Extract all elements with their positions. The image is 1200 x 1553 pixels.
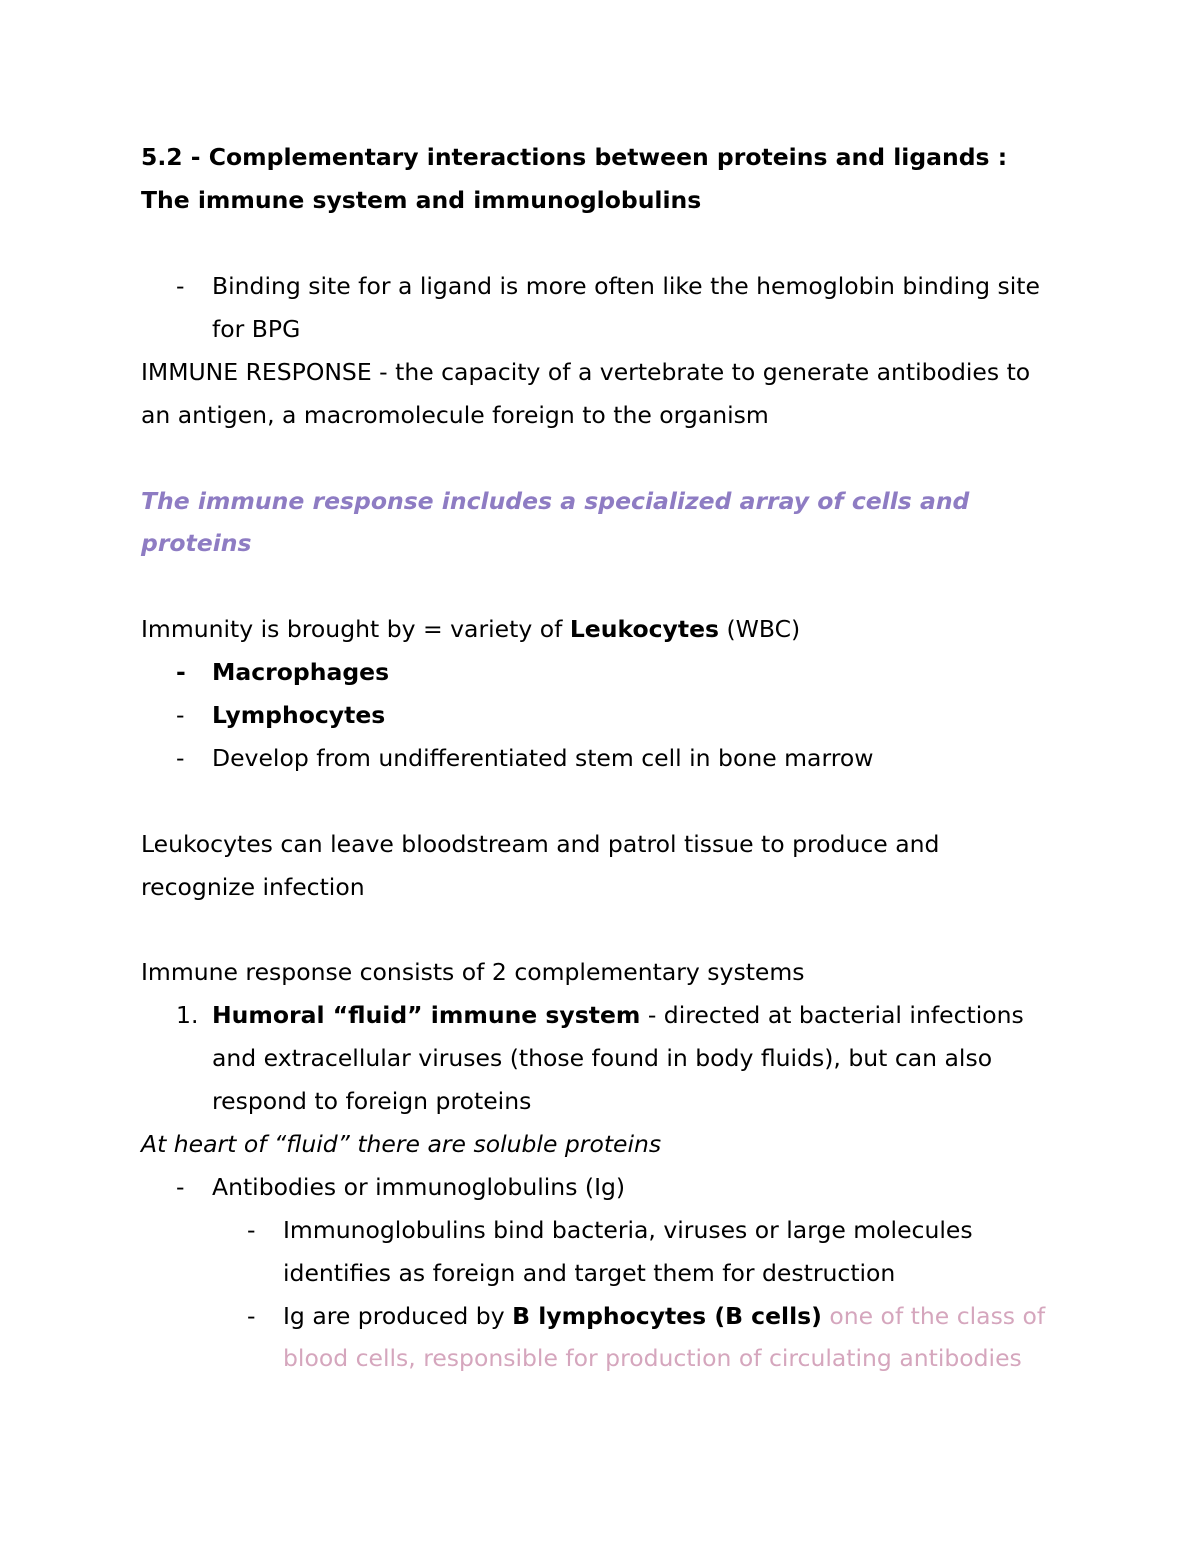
ig-bind-line-2: identifies as foreign and target them for destruction <box>283 1259 896 1287</box>
leukocytes-term: Leukocytes <box>569 615 720 643</box>
humoral-line-3: respond to foreign proteins <box>212 1087 532 1115</box>
bullet-dash: - <box>176 701 185 729</box>
immune-response-def-line-2: an antigen, a macromolecule foreign to the organism <box>141 401 769 429</box>
humoral-rest: - directed at bacterial infections <box>640 1001 1024 1029</box>
bullet-dash: - <box>176 658 186 686</box>
ig-produced-line-1 <box>283 1302 1045 1330</box>
bullet-dash: - <box>176 1173 185 1201</box>
bullet-dash: - <box>176 744 185 772</box>
leukocytes-para-line-2: recognize infection <box>141 873 365 901</box>
ig-produced-prefix: Ig are produced by <box>283 1302 513 1330</box>
binding-site-line-1: Binding site for a ligand is more often like the hemoglobin binding site <box>212 272 1040 300</box>
list-item-macrophages: Macrophages <box>212 658 390 686</box>
antibodies-item: Antibodies or immunoglobulins (Ig) <box>212 1173 626 1201</box>
list-item-develop: Develop from undifferentiated stem cell in bone marrow <box>212 744 874 772</box>
subheading-line-1: The immune response includes a specialized array of cells and <box>141 487 970 515</box>
humoral-line-2: and extracellular viruses (those found in body fluids), but can also <box>212 1044 993 1072</box>
immune-response-def-line-1: IMMUNE RESPONSE - the capacity of a vertebrate to generate antibodies to <box>141 358 1031 386</box>
section-heading-line-1: 5.2 - Complementary interactions between proteins and ligands : <box>141 143 1008 171</box>
list-item-lymphocytes: Lymphocytes <box>212 701 386 729</box>
immunity-suffix: (WBC) <box>719 615 801 643</box>
systems-intro: Immune response consists of 2 complementary systems <box>141 958 805 986</box>
bullet-dash: - <box>176 272 185 300</box>
immunity-line <box>141 615 800 643</box>
binding-site-line-2: for BPG <box>212 315 301 343</box>
bullet-dash: - <box>247 1216 256 1244</box>
humoral-line-1 <box>212 1001 1024 1029</box>
b-lymphocytes-term: B lymphocytes (B cells) <box>512 1302 822 1330</box>
b-cells-description-2: blood cells, responsible for production of circulating antibodies <box>283 1344 1022 1372</box>
immunity-prefix: Immunity is brought by = variety of <box>141 615 570 643</box>
humoral-term: Humoral “fluid” immune system <box>212 1001 641 1029</box>
b-cells-description-1: one of the class of <box>821 1302 1046 1330</box>
leukocytes-para-line-1: Leukocytes can leave bloodstream and patrol tissue to produce and <box>141 830 940 858</box>
bullet-dash: - <box>247 1302 256 1330</box>
fluid-note: At heart of “fluid” there are soluble proteins <box>141 1130 662 1158</box>
ig-bind-line-1: Immunoglobulins bind bacteria, viruses or large molecules <box>283 1216 973 1244</box>
list-number: 1. <box>176 1001 199 1029</box>
subheading-line-2: proteins <box>141 529 252 557</box>
section-heading-line-2: The immune system and immunoglobulins <box>141 186 702 214</box>
